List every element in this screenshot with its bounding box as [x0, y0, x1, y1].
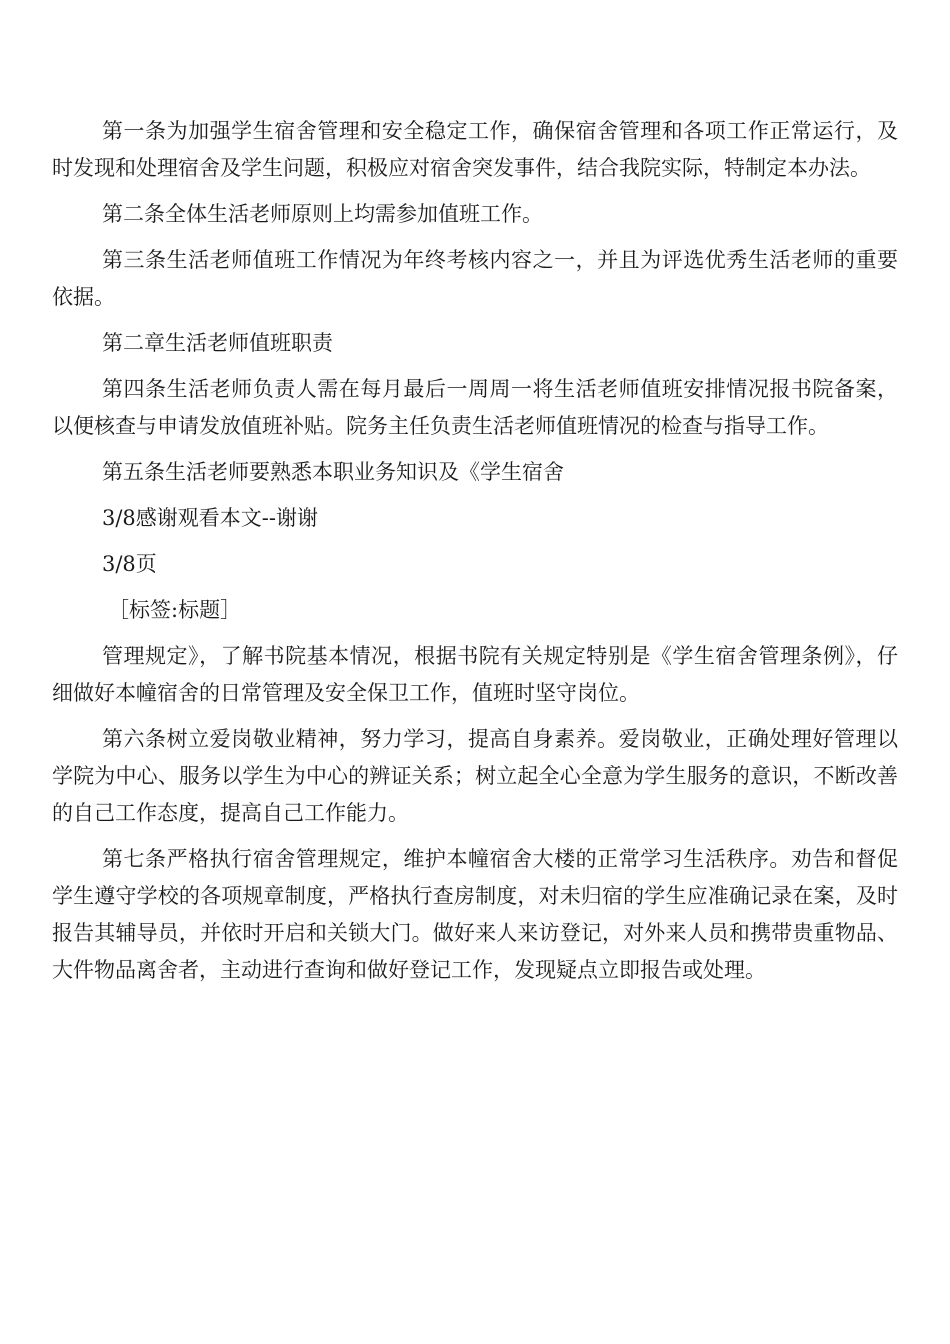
page-number: 3/8页 — [102, 552, 157, 576]
paragraph-article-1: 第一条为加强学生宿舍管理和安全稳定工作，确保宿舍管理和各项工作正常运行，及时发现和处理宿舍及学生问题，积极应对宿舍突发事件，结合我院实际，特制定本办法。 — [52, 119, 898, 180]
paragraph-article-5-continued: 管理规定》，了解书院基本情况，根据书院有关规定特别是《学生宿舍管理条例》，仔细做好本幢宿舍的日常管理及安全保卫工作，值班时坚守岗位。 — [52, 644, 898, 705]
document-page — [52, 113, 898, 989]
chapter-heading: 第二章生活老师值班职责 — [102, 331, 333, 355]
paragraph-article-3: 第三条生活老师值班工作情况为年终考核内容之一，并且为评选优秀生活老师的重要依据。 — [52, 248, 898, 309]
page-footer-thanks: 3/8感谢观看本文--谢谢 — [102, 506, 318, 530]
paragraph-article-5-start: 第五条生活老师要熟悉本职业务知识及《学生宿舍 — [102, 460, 564, 484]
paragraph-article-2: 第二条全体生活老师原则上均需参加值班工作。 — [102, 202, 543, 226]
paragraph-article-4: 第四条生活老师负责人需在每月最后一周周一将生活老师值班安排情况报书院备案，以便核查与申请发放值班补贴。院务主任负责生活老师值班情况的检查与指导工作。 — [52, 377, 898, 438]
paragraph-article-6: 第六条树立爱岗敬业精神，努力学习，提高自身素养。爱岗敬业，正确处理好管理以学院为中心、服务以学生为中心的辨证关系；树立起全心全意为学生服务的意识，不断改善的自己工作态度，提高自己工作能力。 — [52, 727, 898, 825]
paragraph-article-7: 第七条严格执行宿舍管理规定，维护本幢宿舍大楼的正常学习生活秩序。劝告和督促学生遵守学校的各项规章制度，严格执行查房制度，对未归宿的学生应准确记录在案，及时报告其辅导员，并依时开启和关锁大门。做好来人来访登记，对外来人员和携带贵重物品、大件物品离舍者，主动进行查询和做好登记工作，发现疑点立即报告或处理。 — [52, 847, 898, 982]
tag-label: ［标签:标题］ — [108, 598, 242, 622]
